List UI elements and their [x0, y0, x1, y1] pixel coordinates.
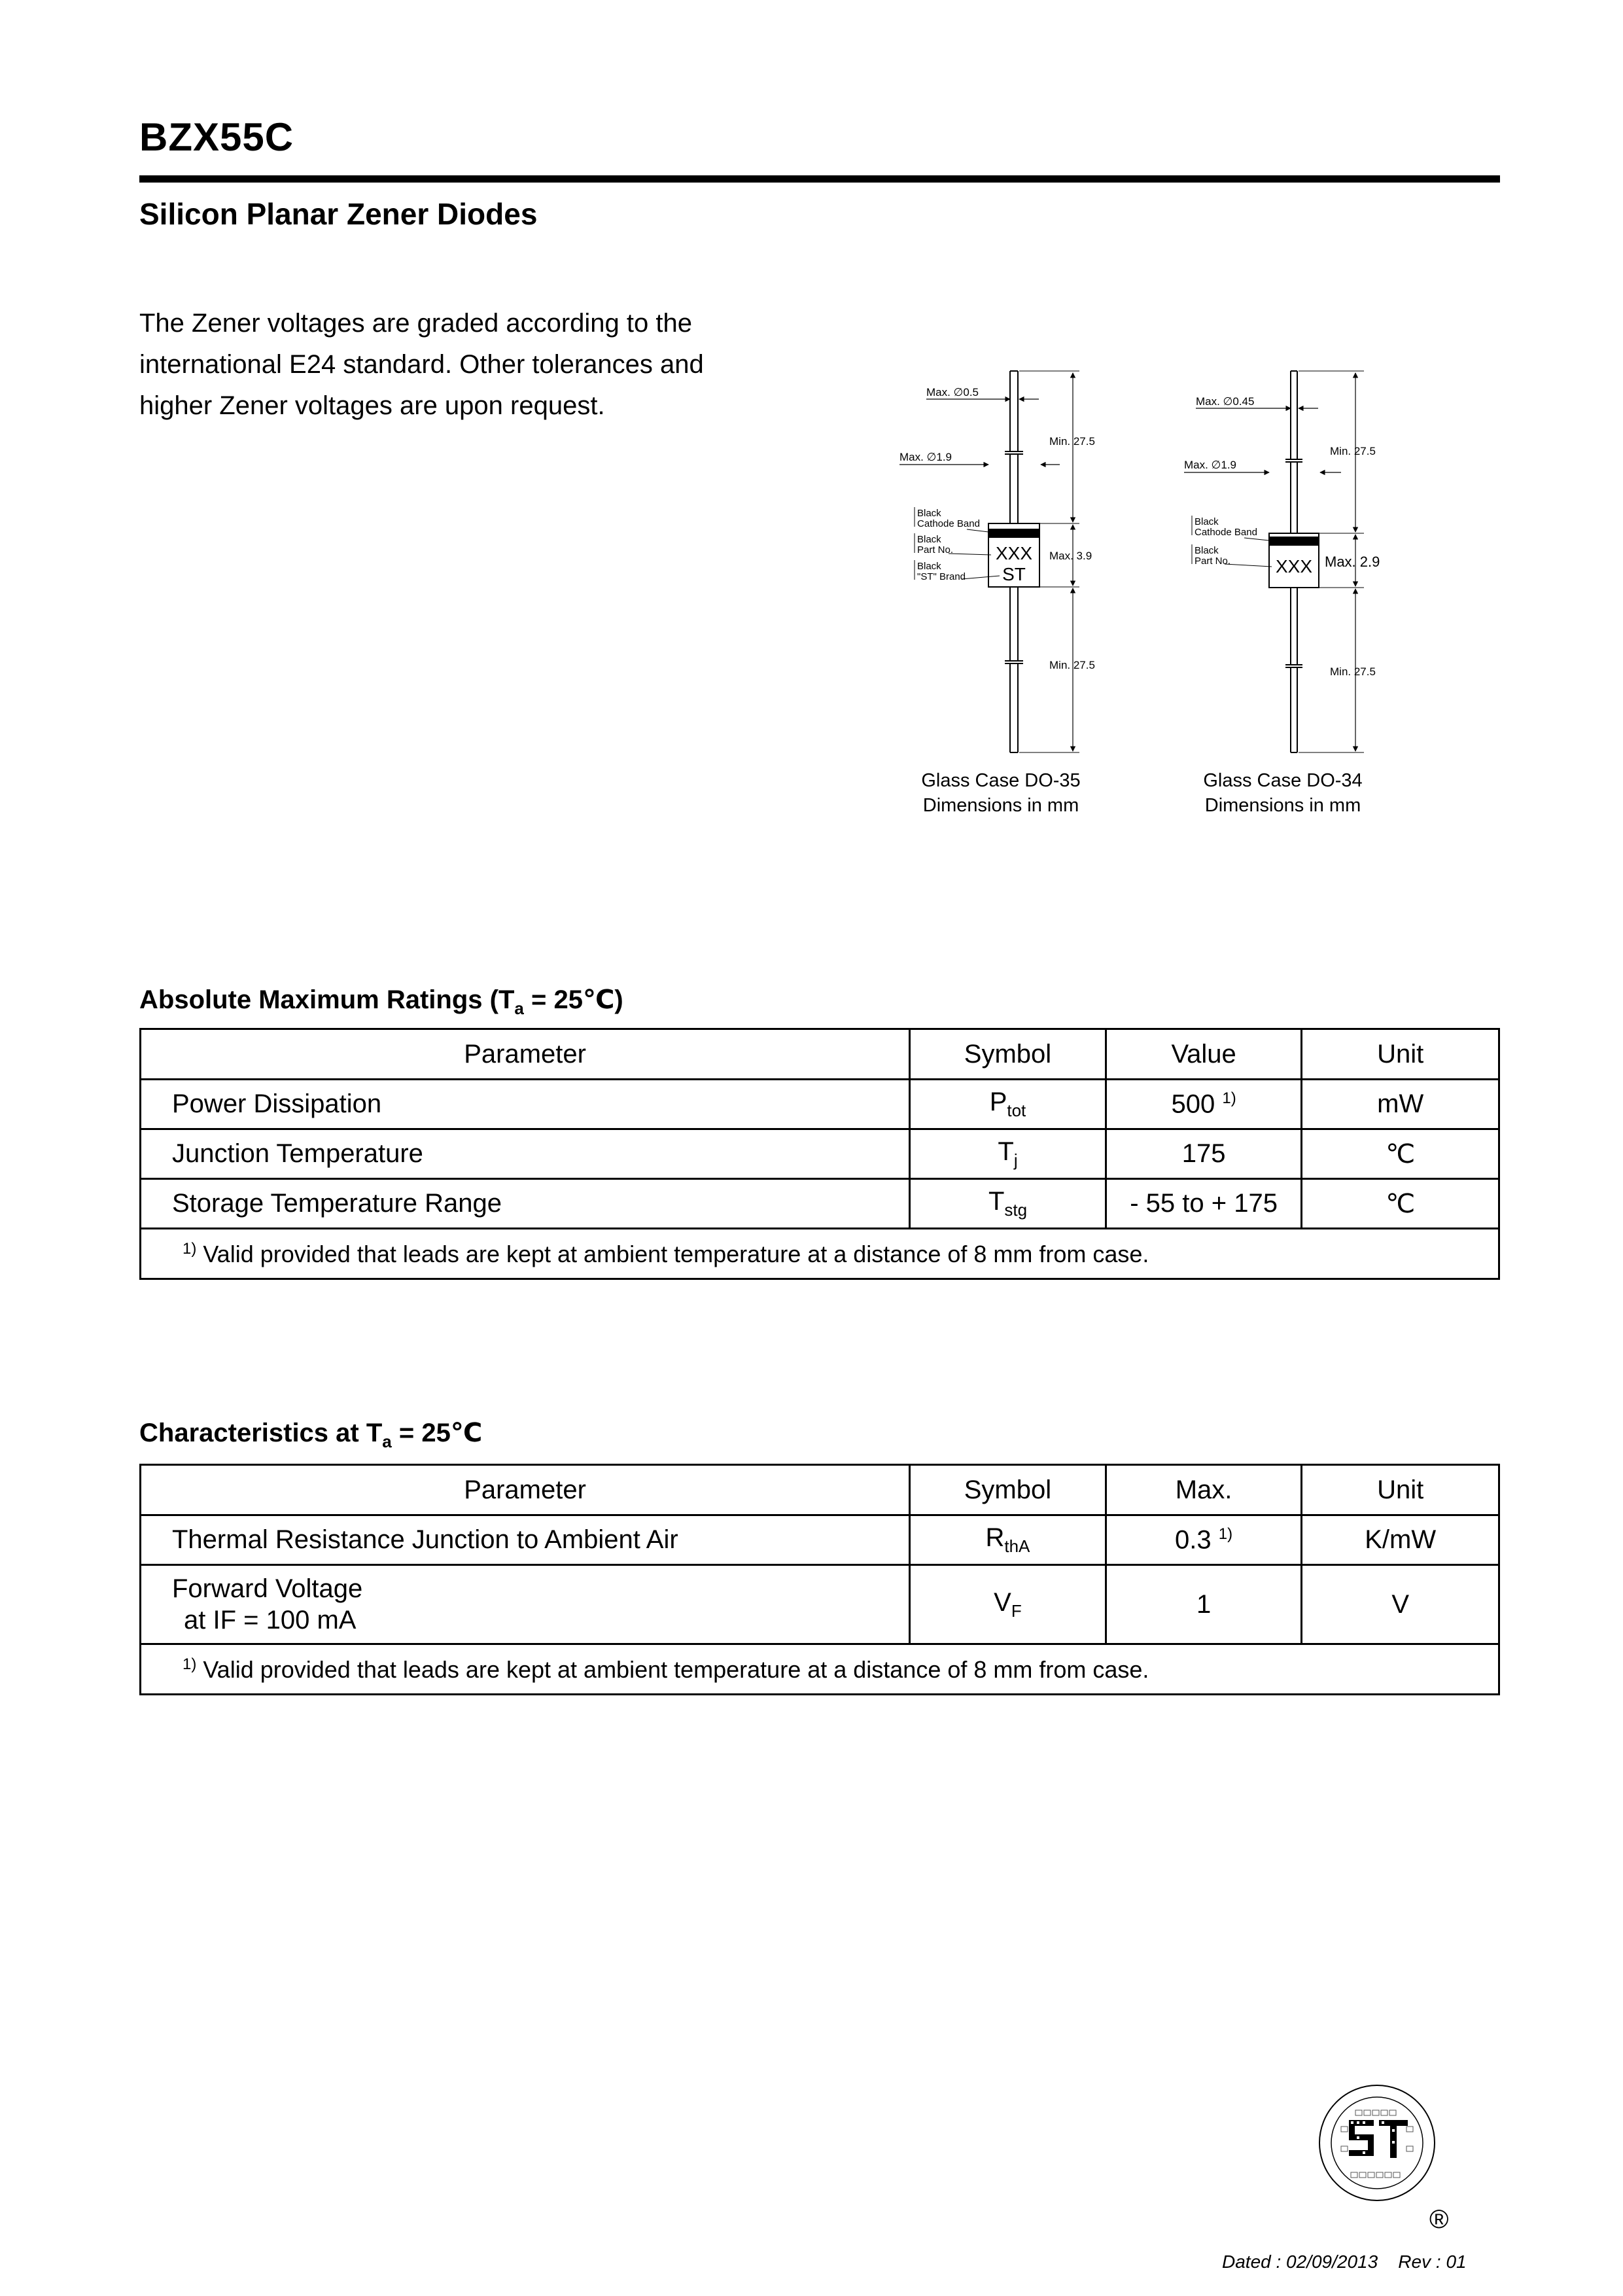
do35-dim-top: Min. 27.5 [1049, 435, 1095, 448]
do35-label-part-1: Black [917, 534, 941, 545]
do35-caption-2: Dimensions in mm [922, 795, 1079, 816]
do35-cathode-band [988, 529, 1039, 538]
company-logo-icon [1315, 2081, 1452, 2205]
do34-label-band-2: Cathode Band [1195, 527, 1257, 538]
row-value: - 55 to + 175 [1106, 1179, 1302, 1229]
intro-line-2: international E24 standard. Other tolerances and [139, 350, 704, 379]
header-parameter: Parameter [141, 1029, 910, 1080]
row-parameter: Power Dissipation [141, 1080, 910, 1129]
table-footnote: $^{1)}$ Valid provided that leads are kept at ambient temperature at a distance of 8 mm from case. [141, 1229, 1499, 1279]
do35-caption-1: Glass Case DO-35 [921, 770, 1081, 791]
intro-line-1: The Zener voltages are graded according to the [139, 309, 692, 338]
header-value: Value [1106, 1029, 1302, 1080]
characteristics-table [139, 1464, 1500, 1695]
abs-max-title: Absolute Maximum Ratings ($T_a$ = 25℃) [139, 985, 623, 1018]
header-parameter: Parameter [141, 1465, 910, 1515]
header-symbol: Symbol [910, 1029, 1106, 1080]
do35-marking-brand: ST [1002, 564, 1026, 584]
row-parameter: Storage Temperature Range [141, 1179, 910, 1229]
do34-label-part-1: Black [1195, 545, 1219, 556]
page-title: BZX55C [139, 115, 294, 159]
row-parameter: Forward Voltage at IF = 100 mA [141, 1565, 910, 1644]
do34-label-band-1: Black [1195, 516, 1219, 527]
do34-drawing [1184, 371, 1380, 816]
do35-marking-part: XXX [995, 543, 1033, 563]
table-footnote-row [141, 1229, 1499, 1279]
registered-mark: ® [1429, 2205, 1449, 2234]
table-header-row [141, 1029, 1499, 1080]
row-symbol: $T_{stg}$ [910, 1179, 1106, 1229]
header-symbol: Symbol [910, 1465, 1106, 1515]
intro-line-3: higher Zener voltages are upon request. [139, 391, 605, 420]
table-row [141, 1515, 1499, 1565]
row-max: 0.3 $^{1)}$ [1106, 1515, 1302, 1565]
do34-caption-1: Glass Case DO-34 [1203, 770, 1363, 791]
table-footnote-row [141, 1644, 1499, 1695]
table-footnote: $^{1)}$ Valid provided that leads are kept at ambient temperature at a distance of 8 mm from case. [141, 1644, 1499, 1695]
do34-dim-len: Max. 2.9 [1325, 554, 1380, 570]
characteristics-title: Characteristics at $T_a$ = 25℃ [139, 1419, 483, 1451]
row-unit: V [1302, 1565, 1499, 1644]
row-unit: K/mW [1302, 1515, 1499, 1565]
row-symbol: $V_F$ [910, 1565, 1106, 1644]
header-unit: Unit [1302, 1029, 1499, 1080]
row-max: 1 [1106, 1565, 1302, 1644]
do35-drawing [899, 371, 1095, 816]
header-max: Max. [1106, 1465, 1302, 1515]
do35-label-brand-2: "ST" Brand [917, 571, 966, 582]
do34-marking-part: XXX [1275, 556, 1313, 576]
do34-cathode-band [1269, 537, 1319, 546]
do34-dim-lead: Max. ∅0.45 [1196, 395, 1255, 408]
row-symbol: $T_j$ [910, 1129, 1106, 1179]
do35-dim-lead: Max. ∅0.5 [926, 386, 979, 398]
do35-dim-body: Max. ∅1.9 [899, 451, 952, 463]
title-rule [139, 175, 1500, 183]
package-drawings [890, 347, 1478, 844]
do34-label-part-2: Part No. [1195, 556, 1231, 567]
do34-caption-2: Dimensions in mm [1204, 795, 1361, 816]
do35-label-band-2: Cathode Band [917, 518, 980, 529]
do34-dim-bottom: Min. 27.5 [1330, 665, 1376, 678]
table-row [141, 1080, 1499, 1129]
do35-label-part-2: Part No. [917, 544, 954, 556]
row-unit: mW [1302, 1080, 1499, 1129]
abs-max-table [139, 1028, 1500, 1280]
date-revision: Dated : 02/09/2013 Rev : 01 [1222, 2252, 1467, 2272]
table-row [141, 1129, 1499, 1179]
do34-dim-top: Min. 27.5 [1330, 445, 1376, 457]
row-unit: ℃ [1302, 1129, 1499, 1179]
table-row [141, 1179, 1499, 1229]
do34-dim-body: Max. ∅1.9 [1184, 459, 1237, 471]
do35-dim-bottom: Min. 27.5 [1049, 659, 1095, 671]
do35-label-brand-1: Black [917, 561, 941, 572]
row-parameter: Thermal Resistance Junction to Ambient Air [141, 1515, 910, 1565]
row-symbol: $P_{tot}$ [910, 1080, 1106, 1129]
row-value: 175 [1106, 1129, 1302, 1179]
row-value: 500 $^{1)}$ [1106, 1080, 1302, 1129]
row-symbol: $R_{thA}$ [910, 1515, 1106, 1565]
row-unit: ℃ [1302, 1179, 1499, 1229]
table-header-row [141, 1465, 1499, 1515]
do35-label-band-1: Black [917, 508, 941, 519]
header-unit: Unit [1302, 1465, 1499, 1515]
row-parameter: Junction Temperature [141, 1129, 910, 1179]
page-subtitle: Silicon Planar Zener Diodes [139, 197, 538, 231]
table-row [141, 1565, 1499, 1644]
do35-dim-len: Max. 3.9 [1049, 550, 1092, 562]
